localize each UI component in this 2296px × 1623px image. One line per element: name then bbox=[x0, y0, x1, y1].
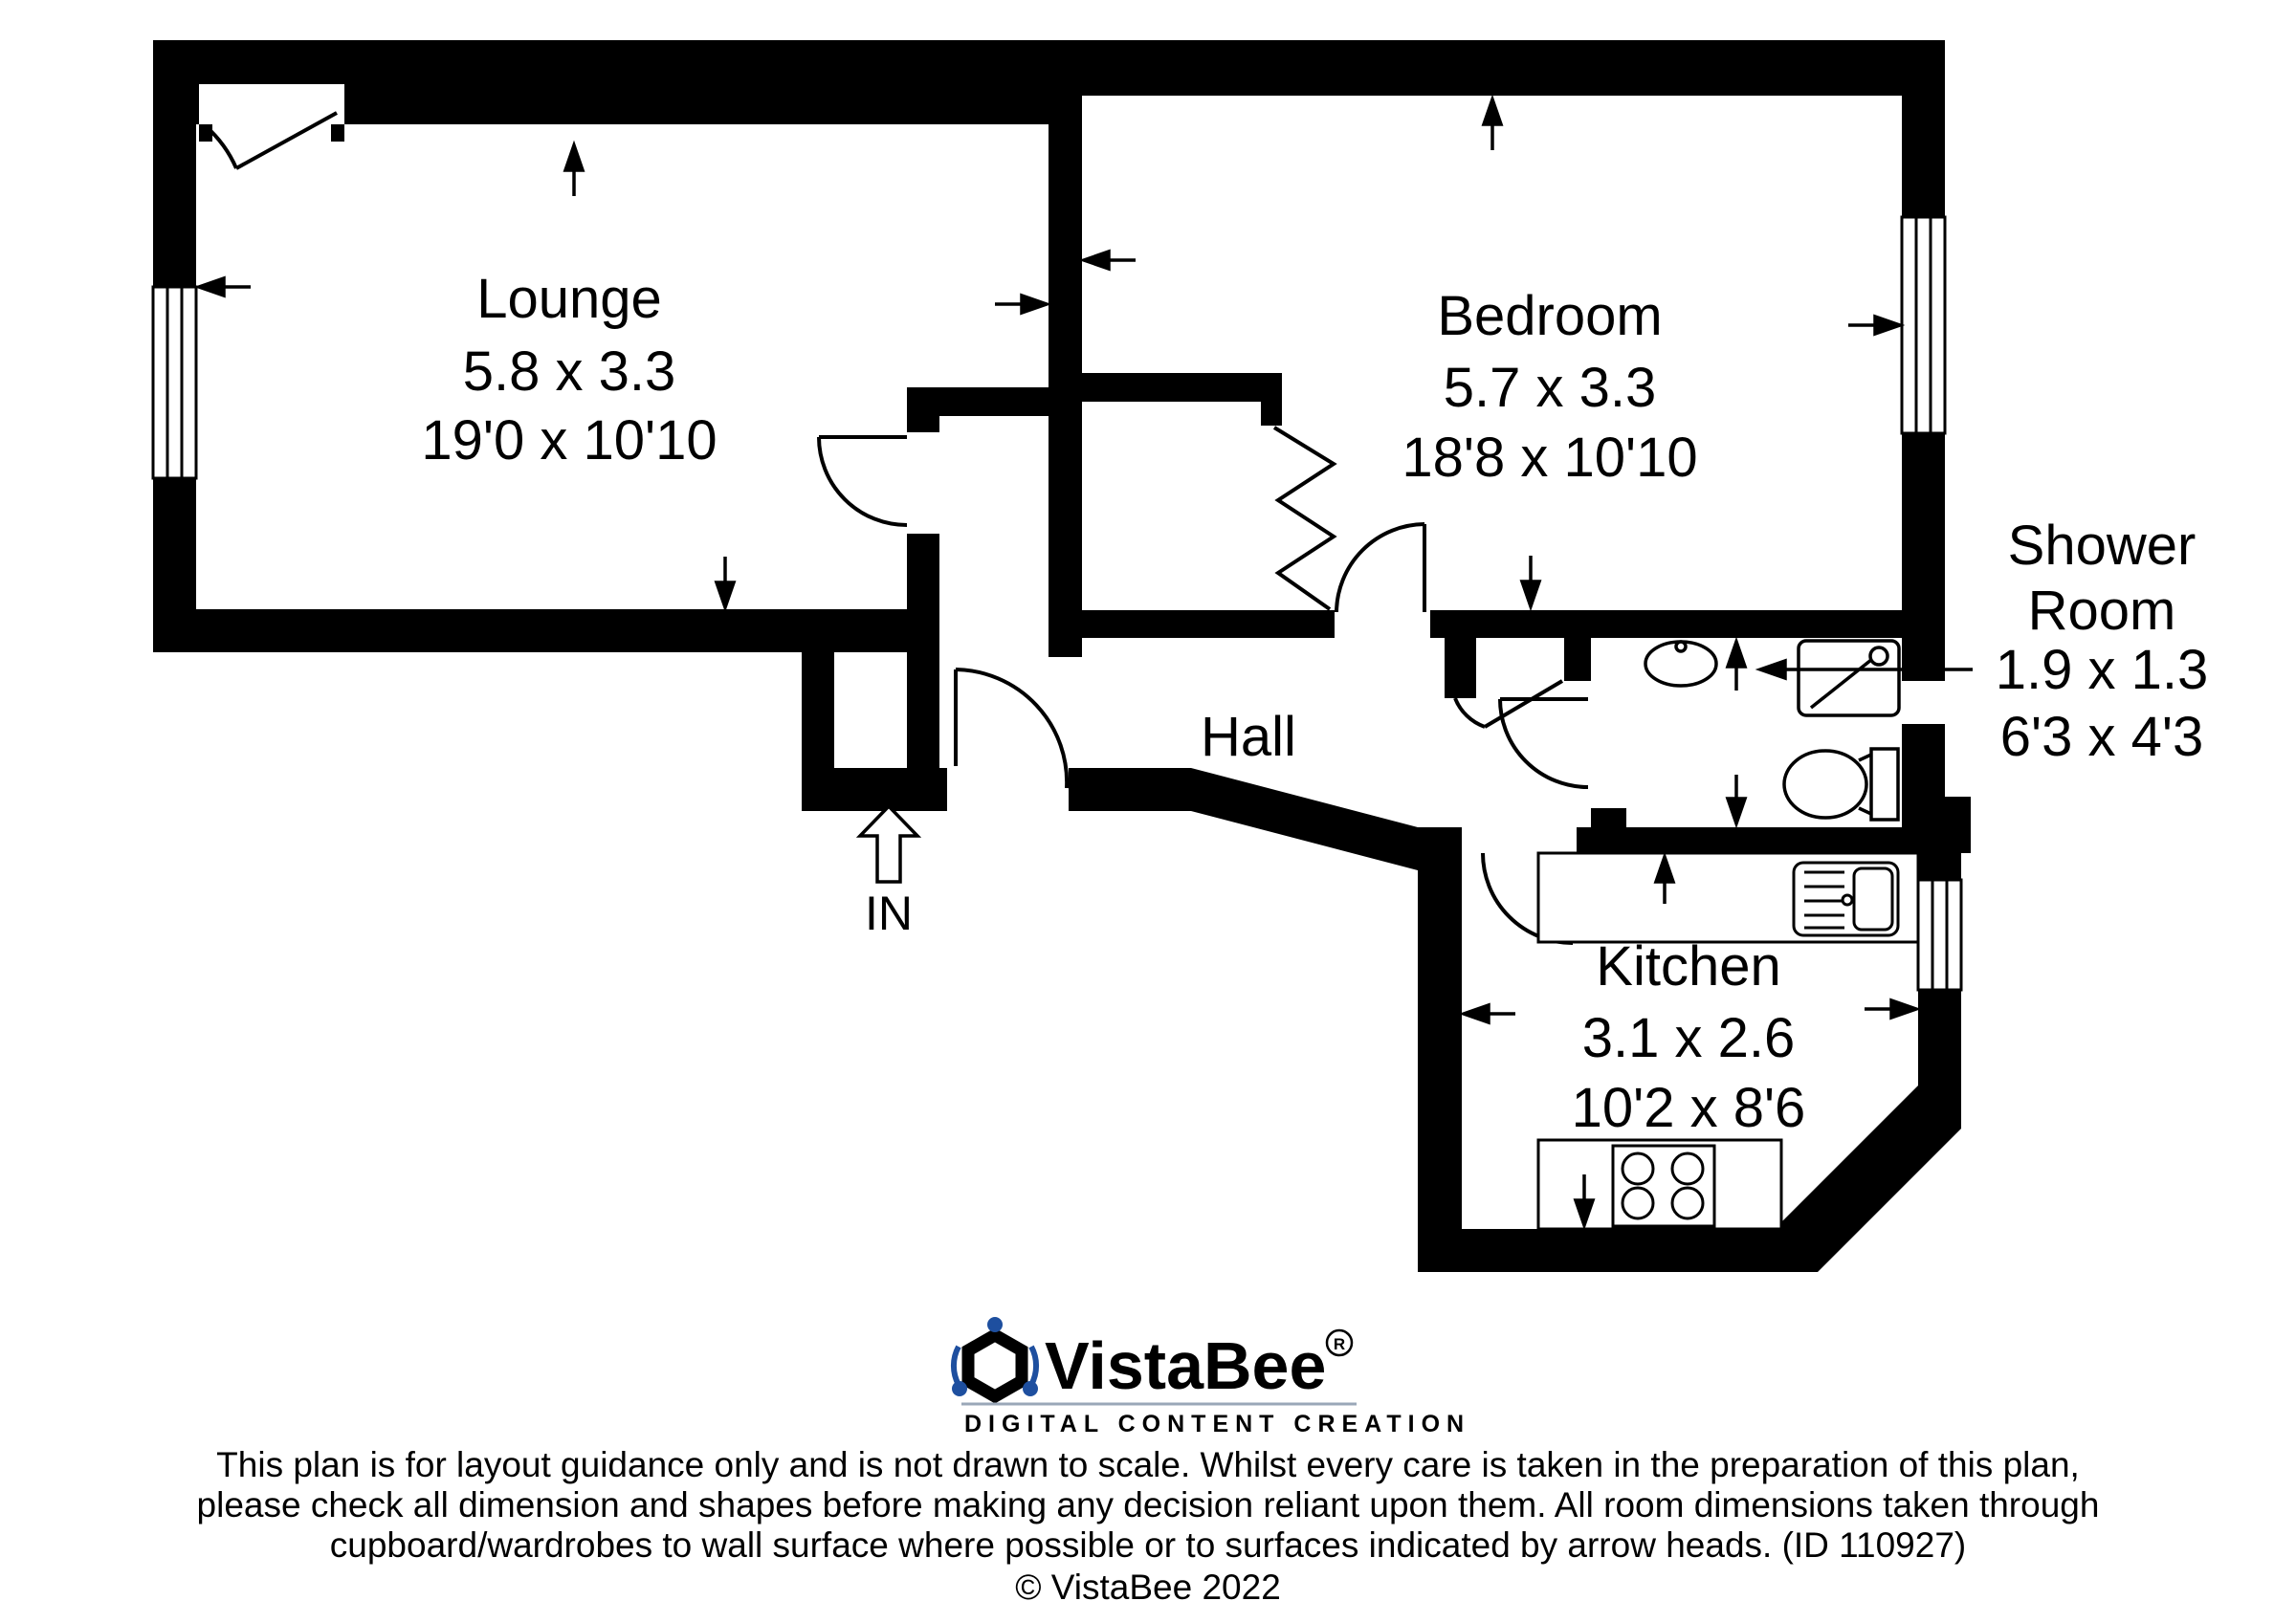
wall-shower-kitchen bbox=[1577, 827, 1961, 853]
wall-entry-bottom bbox=[802, 768, 947, 811]
basin-icon bbox=[1645, 642, 1716, 686]
shower-room-name-2: Room bbox=[2027, 580, 2176, 642]
kitchen-name: Kitchen bbox=[1596, 935, 1781, 998]
bedroom-top-arrow-icon bbox=[1484, 99, 1501, 150]
hob-icon bbox=[1538, 1140, 1781, 1229]
kitchen-right-arrow-icon bbox=[1865, 1000, 1916, 1018]
wall-kitchen-left bbox=[1418, 827, 1462, 1272]
bedroom-window-icon bbox=[1902, 217, 1945, 433]
lounge-right-arrow-icon bbox=[995, 296, 1047, 313]
lounge-entry-recess bbox=[199, 84, 344, 142]
shower-top-arrow-icon bbox=[1728, 642, 1745, 691]
kitchen-window-icon bbox=[1918, 880, 1961, 990]
kitchen-sink-icon bbox=[1538, 853, 1918, 942]
wall-bedroom-top bbox=[1082, 40, 1945, 96]
bedroom-metric: 5.7 x 3.3 bbox=[1443, 357, 1657, 419]
shower-room-metric: 1.9 x 1.3 bbox=[1995, 639, 2209, 701]
lounge-bottom-arrow-icon bbox=[717, 557, 734, 607]
registered-trademark-letter: R bbox=[1333, 1335, 1346, 1353]
bedroom-window-arrow-icon bbox=[1848, 317, 1900, 334]
lounge-top-arrow-icon bbox=[565, 145, 583, 196]
wall-kitchen-bottom bbox=[1418, 1229, 1818, 1272]
disclaimer-line-1: This plan is for layout guidance only and is not drawn to scale. Whilst every care is taken in the preparation of this plan, bbox=[216, 1445, 2080, 1484]
lounge-metric: 5.8 x 3.3 bbox=[462, 340, 676, 403]
wall-hall-diagonal bbox=[1191, 768, 1418, 870]
lounge-window-icon bbox=[153, 287, 196, 478]
registered-trademark-icon bbox=[1327, 1330, 1352, 1355]
bedroom-door-swing bbox=[1336, 524, 1424, 612]
copyright: © VistaBee 2022 bbox=[1015, 1568, 1281, 1607]
wall-lounge-bottom bbox=[153, 609, 939, 652]
lounge-imperial: 19'0 x 10'10 bbox=[421, 409, 718, 472]
shower-bottom-arrow-icon bbox=[1728, 775, 1745, 823]
bedroom-name: Bedroom bbox=[1437, 285, 1663, 347]
entrance-arrow-icon bbox=[860, 806, 917, 882]
wall-cupboard-top bbox=[1082, 373, 1282, 402]
wall-lobby-block bbox=[1564, 638, 1591, 681]
wall-shower-door-stub bbox=[1591, 808, 1626, 827]
logo-wordmark-blue: Bee bbox=[1203, 1328, 1327, 1403]
shower-room-door-swing bbox=[1500, 699, 1588, 787]
wall-bedroom-bottom-left bbox=[1082, 610, 1335, 638]
wall-lobby-stub bbox=[1445, 638, 1476, 698]
wall-bedroom-bottom-right bbox=[1430, 610, 1945, 638]
lounge-name: Lounge bbox=[476, 268, 662, 330]
hall-name: Hall bbox=[1201, 706, 1296, 768]
entrance-label: IN bbox=[865, 887, 913, 940]
shower-room-imperial: 6'3 x 4'3 bbox=[1999, 706, 2204, 768]
lounge-window-arrow-icon bbox=[199, 278, 251, 296]
lounge-hall-door-swing bbox=[819, 437, 907, 525]
wall-lounge-door-jamb-bottom bbox=[907, 534, 939, 768]
vistabee-hexagon-icon bbox=[952, 1317, 1038, 1396]
shower-tray-icon bbox=[1799, 641, 1899, 715]
entrance-door-swing bbox=[956, 669, 1067, 788]
bedroom-bottom-arrow-icon bbox=[1522, 556, 1539, 606]
logo-tagline: DIGITAL CONTENT CREATION bbox=[964, 1411, 1471, 1437]
footer bbox=[197, 1445, 2100, 1607]
toilet-icon bbox=[1784, 749, 1898, 820]
shower-room-name-1: Shower bbox=[2007, 515, 2197, 577]
wall-cupboard-foot bbox=[1261, 402, 1282, 426]
wall-divider bbox=[1049, 40, 1082, 657]
vistabee-logo bbox=[952, 1317, 1470, 1437]
kitchen-metric: 3.1 x 2.6 bbox=[1581, 1007, 1796, 1069]
kitchen-left-arrow-icon bbox=[1464, 1005, 1515, 1022]
bedroom-imperial: 18'8 x 10'10 bbox=[1402, 427, 1698, 489]
wall-hall-bottom bbox=[1069, 768, 1191, 811]
bedroom-left-arrow-icon bbox=[1084, 252, 1136, 269]
kitchen-imperial: 10'2 x 8'6 bbox=[1571, 1077, 1806, 1139]
disclaimer-line-3: cupboard/wardrobes to wall surface where possible or to surfaces indicated by arrow heads. (ID 110927) bbox=[329, 1525, 1967, 1565]
logo-wordmark-black: Vista bbox=[1045, 1328, 1204, 1403]
disclaimer-line-2: please check all dimension and shapes before making any decision reliant upon them. All room dimensions taken through bbox=[196, 1485, 2100, 1524]
cupboard-bifold-door-icon bbox=[1274, 428, 1334, 609]
